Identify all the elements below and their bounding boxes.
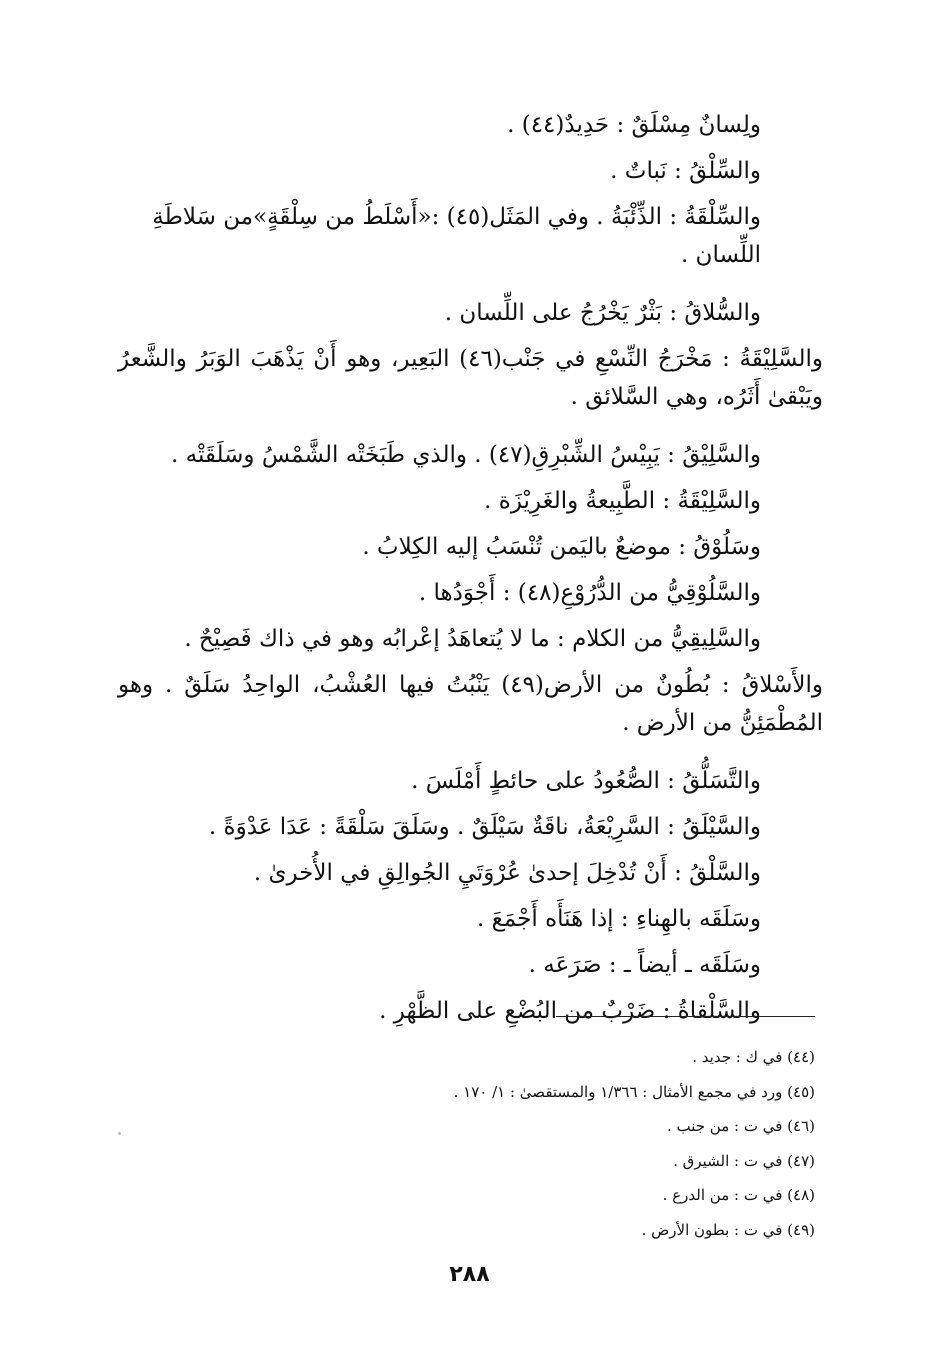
entry: وسَلَقَه ـ أيضاً ـ : صَرَعَه . — [528, 952, 761, 978]
footnote: (٤٧) في ت : الشيرق . — [673, 1151, 815, 1170]
entry: والسُّلاقُ : بَثْرٌ يَخْرُجُ على اللِّسان . — [444, 300, 761, 326]
footnote: (٤٤) في ك : جديد . — [692, 1048, 815, 1066]
entry: والسَّلْقُ : أَنْ تُدْخِلَ إحدىٰ عُرْوَتَيِ الجُوالِقِ في الأُخرىٰ . — [253, 860, 761, 886]
entry: وسَلَقَه بالهِناءِ : إذا هَنَأَه أَجْمَعَ . — [477, 906, 761, 932]
entry: والسَّلِيقِيُّ من الكلام : ما لا يُتعاهَدُ إعْرابُه وهو في ذاك فَصِيْحٌ . — [184, 626, 761, 652]
entry: والسَّلْقاةُ : ضَرْبٌ من البُضْعِ على الظَّهْرِ . — [379, 998, 761, 1024]
entry: ولِسانٌ مِسْلَقٌ : حَدِيدٌ(٤٤) . — [507, 112, 761, 138]
entry: والسِّلْقَةُ : الذِّئْبَةُ . وفي المَثَل(٤٥) :«أَسْلَطُ من سِلْقَةٍ»من سَلاطَةِ اللِّسان . — [152, 204, 761, 268]
entry: والسَّلِيْقَةُ : الطَّبِيعةُ والغَرِيْزَة . — [484, 488, 761, 514]
entry: والأَسْلاقُ : بُطُونٌ من الأرض(٤٩) يَنْبُتُ فيها العُشْبُ، الواحِدُ سَلَقٌ . وهو المُطْمَئِنُّ من الأرض . — [118, 672, 823, 736]
page-number: ٢٨٨ — [449, 1262, 490, 1287]
entry: والسِّلْقُ : نَباتٌ . — [610, 158, 761, 184]
footnote-divider — [556, 1016, 815, 1017]
entry: والسَّلِيْقَةُ : مَخْرَجُ النِّسْعِ في جَنْب(٤٦) البَعِير، وهو أَنْ يَذْهَبَ الوَبَرُ والشَّعرُ ويَبْقىٰ أَثَرُه، وهي السَّلائق . — [118, 346, 823, 410]
footnote: (٤٦) في ت : من جنب . — [666, 1117, 815, 1135]
footnote: (٤٥) ورد في مجمع الأمثال : ١/٣٦٦ والمستقصىٰ : ١/ ١٧٠ . — [453, 1082, 815, 1101]
entry: والسَّلُوْقِيُّ من الدُّرُوْعِ(٤٨) : أَجْوَدُها . — [418, 580, 761, 606]
entry: والسَّلِيْقُ : يَبِيْسُ الشِّبْرِقِ(٤٧) . والذي طَبَخَتْه الشَّمْسُ وسَلَقَتْه . — [171, 442, 761, 468]
entry: والتَّسَلُّقُ : الصُّعُودُ على حائطٍ أَمْلَسَ . — [411, 768, 761, 794]
scan-speck — [118, 1132, 121, 1135]
entry: وسَلُوْقُ : موضعٌ باليَمن تُنْسَبُ إليه الكِلابُ . — [362, 534, 761, 560]
entry: والسَّيْلَقُ : السَّرِيْعَةُ، ناقَةٌ سَيْلَقٌ . وسَلَقَ سَلْقَةً : عَدَا عَدْوَةً . — [208, 814, 761, 840]
footnote: (٤٨) في ت : من الدرع . — [662, 1186, 815, 1204]
footnotes — [300, 1040, 815, 1247]
footnote: (٤٩) في ت : بطون الأرض . — [641, 1220, 815, 1239]
main-text — [118, 106, 823, 1038]
